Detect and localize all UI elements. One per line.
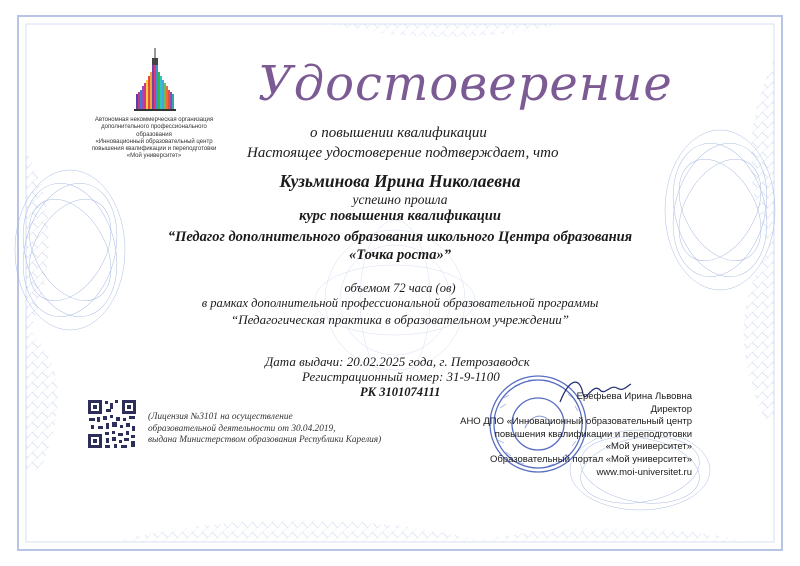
organization-logo-text	[83, 117, 225, 161]
rk-number: РК 3101074111	[360, 385, 441, 399]
organization-logo	[128, 46, 182, 114]
license-info	[148, 412, 381, 447]
issue-date: Дата выдачи: 20.02.2025 года, г. Петрозаводск	[265, 354, 530, 369]
completion-text: успешно прошла	[352, 192, 448, 207]
certificate-statement: Настоящее удостоверение подтверждает, что	[247, 145, 559, 161]
certificate-subtitle: о повышении квалификации	[310, 125, 487, 141]
license-line: образовательной деятельности от 30.04.2019,	[148, 423, 336, 434]
logo-text-line: «Инновационный образовательный центр	[95, 138, 213, 145]
signatory-website: www.moi-universitet.ru	[596, 466, 692, 478]
logo-text-line: Автономная некоммерческая организация	[94, 117, 214, 123]
signatory-block	[460, 391, 692, 479]
registration-number: Регистрационный номер: 31-9-1100	[302, 369, 500, 384]
logo-text-line: дополнительного профессионального образования	[101, 124, 207, 138]
signatory-position: Директор	[650, 403, 692, 415]
logo-text-line: повышения квалификации и переподготовки	[91, 146, 217, 153]
course-hours: объемом 72 часа (ов)	[344, 281, 456, 295]
signatory-org-line: АНО ДПО «Инновационный образовательный центр	[460, 416, 692, 428]
recipient-name: Кузьминова Ирина Николаевна	[279, 171, 521, 191]
course-title-line1: “Педагог дополнительного образования школьного Центра образования	[167, 229, 633, 245]
signatory-org-line: «Мой университет»	[605, 441, 692, 453]
license-line: (Лицензия №3101 на осуществление	[148, 412, 293, 422]
qr-code	[86, 398, 138, 450]
course-title-line2: «Точка роста»”	[349, 247, 451, 263]
program-intro: в рамках дополнительной профессиональной образовательной программы	[201, 296, 599, 310]
license-line: выдана Министерством образования Республики Карелия)	[148, 435, 382, 445]
program-title: “Педагогическая практика в образовательном учреждении”	[230, 312, 570, 327]
certificate-title: Удостоверение	[258, 56, 673, 112]
signatory-org-line: повышения квалификации и переподготовки	[494, 428, 692, 440]
logo-text-line: «Мой университет»	[126, 153, 182, 160]
course-type: курс повышения квалификации	[299, 208, 501, 224]
signatory-portal: Образовательный портал «Мой университет»	[489, 453, 692, 465]
signatory-name: Ерефьева Ирина Львовна	[576, 391, 692, 402]
